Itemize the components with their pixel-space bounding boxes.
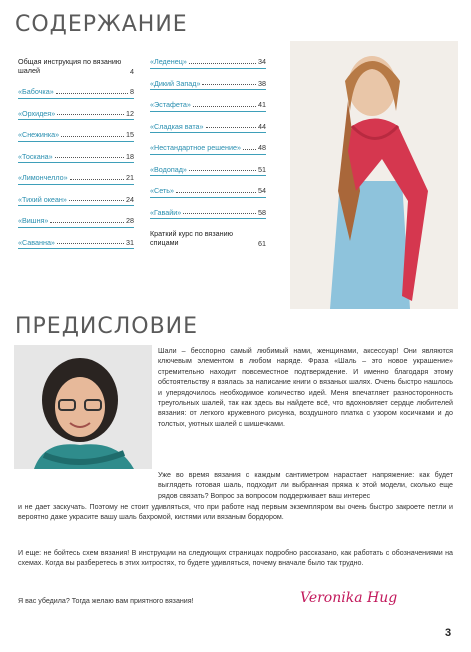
toc-entry-page: 54 (258, 186, 266, 196)
toc-entry-label: «Водопад» (150, 164, 187, 174)
toc-entry[interactable] (150, 176, 266, 198)
preface-paragraph-4: Я вас убедила? Тогда желаю вам приятного вязания! (18, 597, 194, 605)
toc-entry-page: 61 (258, 238, 266, 248)
toc-entry-page: 58 (258, 207, 266, 217)
toc-entry-page: 24 (126, 194, 134, 204)
toc-leader-dots (206, 127, 256, 128)
toc-entry-page: 18 (126, 151, 134, 161)
toc-entry-page: 12 (126, 108, 134, 118)
toc-entry[interactable] (18, 185, 134, 207)
toc-entry-page: 28 (126, 216, 134, 226)
toc-entry-label: «Орхидея» (18, 108, 56, 118)
toc-leader-dots (57, 243, 124, 244)
toc-leader-dots (69, 200, 124, 201)
toc-title: СОДЕРЖАНИЕ (15, 12, 188, 37)
toc-entry-label: Краткий курс по вязанию спицами (150, 229, 233, 247)
toc-entry-page: 31 (126, 237, 134, 247)
toc-entry-label: «Саванна» (18, 237, 55, 247)
toc-entry-label: Общая инструкция по вязанию шалей (18, 57, 122, 75)
toc-entry[interactable] (18, 120, 134, 142)
toc-entry-label: «Снежинка» (18, 130, 60, 140)
toc-entry[interactable] (18, 99, 134, 121)
toc-leader-dots (55, 157, 124, 158)
toc-entry-label: «Лимончелло» (18, 173, 68, 183)
toc-entry[interactable] (150, 90, 266, 112)
toc-entry-page: 34 (258, 57, 266, 67)
toc-entry-label: «Сеть» (150, 186, 174, 196)
toc-entry[interactable] (18, 228, 134, 250)
toc-leader-dots (176, 192, 256, 193)
toc-leader-dots (189, 170, 256, 171)
toc-entry-label: «Гавайи» (150, 207, 182, 217)
toc-leader-dots (57, 114, 124, 115)
author-photo (14, 345, 152, 469)
toc-entry[interactable] (18, 142, 134, 164)
toc-entry[interactable] (18, 206, 134, 228)
toc-leader-dots (243, 149, 256, 150)
toc-entry-page: 8 (130, 87, 134, 97)
toc-entry[interactable] (18, 77, 134, 99)
toc-leader-dots (202, 84, 256, 85)
preface-title: ПРЕДИСЛОВИЕ (15, 314, 199, 339)
toc-entry-label: «Эстафета» (150, 100, 191, 110)
toc-leader-dots (50, 222, 124, 223)
preface-paragraph-1: Шали – бесспорно самый любимый нами, женщинами, аксессуар! Они являются ключевым элементом в любом наряде. Фраза «Шаль – это новое украшение» стремительно находит повсеместное подтверждение. И именно благодаря этому обстоятельству я взялась за написание книги о вязаных шалях. Очень быстро нашлось и уперядочилось необходимое количество идей. Меня впечатляет разносторонность треугольных шалей, так как здесь вы найдете всё, что вдохновляет сердце любителей вязания: от легкого кружевного рисунка, воздушного платка с узором косичками и до толстых, уютных шалей с шишечками. (158, 347, 453, 428)
shawl-model-photo (290, 41, 458, 309)
toc-entry-label: «Бабочка» (18, 87, 54, 97)
toc-entry[interactable] (18, 47, 134, 77)
toc-entry-label: «Нестандартное решение» (150, 143, 241, 153)
toc-right-column (150, 47, 266, 249)
page-number: 3 (445, 627, 452, 639)
author-signature: Veronika Hug (300, 590, 398, 606)
toc-entry[interactable] (150, 198, 266, 220)
toc-leader-dots (189, 63, 256, 64)
toc-entry-label: «Тихий океан» (18, 194, 67, 204)
preface-paragraph-3: И еще: не бойтесь схем вязания! В инструкции на следующих страницах подробно рассказано, как работать с обозначениями на схемах. Когда вы разберетесь в этих хитростях, то будете удивляться, почему вначале было так трудно. (18, 549, 453, 568)
toc-leader-dots (61, 136, 124, 137)
toc-entry-page: 51 (258, 164, 266, 174)
toc-entry-label: «Тоскана» (18, 151, 53, 161)
toc-leader-dots (56, 93, 128, 94)
preface-paragraph-2b: и не дает заскучать. Поэтому не стоит удивляться, что при работе над первым экземпляром вы очень быстро закроете петли и вероятно даже украсите вашу шаль бахромой, кистями или вязаным бордюром. (18, 503, 453, 522)
toc-leader-dots (193, 106, 256, 107)
toc-entry[interactable] (150, 69, 266, 91)
preface-paragraph-2a: Уже во время вязания с каждым сантиметром нарастает напряжение: как будет выглядеть готовая шаль, подходит ли выбранная пряжа к этой модели, сколько еще рядов связать? Вопрос за вопросом поддерживает ваш интерес (158, 471, 453, 500)
toc-entry[interactable] (150, 133, 266, 155)
toc-entry[interactable] (150, 47, 266, 69)
toc-entry[interactable] (150, 112, 266, 134)
toc-entry[interactable] (18, 163, 134, 185)
toc-left-column (18, 47, 134, 249)
toc-entry-page: 15 (126, 130, 134, 140)
toc-entry-page: 21 (126, 173, 134, 183)
toc-entry-page: 41 (258, 100, 266, 110)
toc-entry-label: «Сладкая вата» (150, 121, 204, 131)
toc-entry[interactable] (150, 219, 266, 249)
toc-entry-label: «Дикий Запад» (150, 78, 201, 88)
toc-entry[interactable] (150, 155, 266, 177)
toc-entry-page: 44 (258, 121, 266, 131)
toc-entry-page: 4 (130, 66, 134, 76)
toc-leader-dots (70, 179, 124, 180)
toc-entry-label: «Вишня» (18, 216, 49, 226)
toc-leader-dots (183, 213, 256, 214)
toc-entry-label: «Леденец» (150, 57, 187, 67)
toc-entry-page: 48 (258, 143, 266, 153)
toc-entry-page: 38 (258, 78, 266, 88)
